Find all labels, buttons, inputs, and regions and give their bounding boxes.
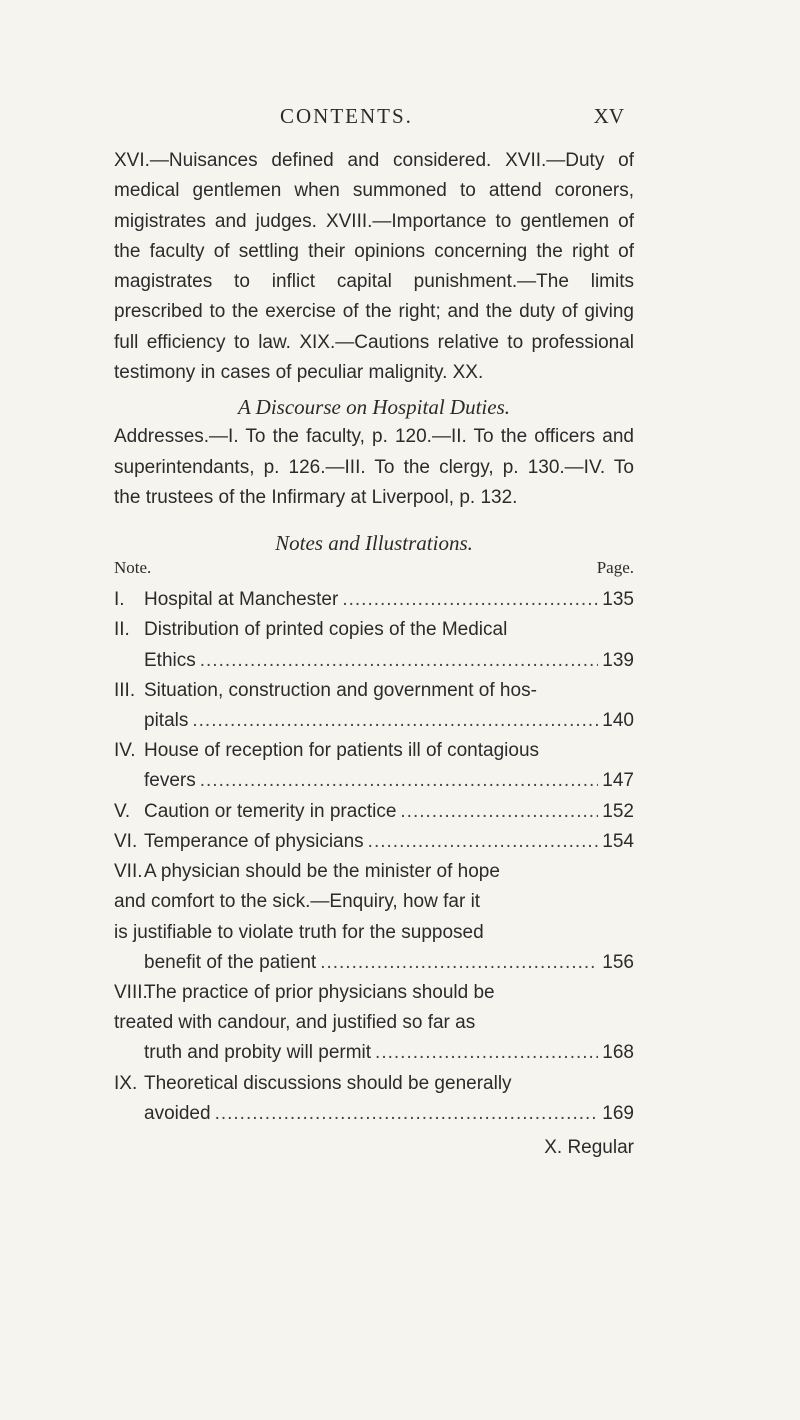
dot-leader (400, 797, 598, 827)
note-text-line: treated with candour, and justified so far as (114, 1012, 476, 1034)
note-number: V. (114, 800, 131, 822)
note-text: Distribution of printed copies of the Medical (144, 619, 508, 641)
note-entry (114, 797, 634, 827)
note-number: VIII. (114, 981, 148, 1003)
dot-leader (320, 948, 598, 978)
note-entry (114, 827, 634, 857)
note-last-line (114, 585, 634, 615)
page-number: XV (593, 104, 624, 128)
note-page-number: 147 (602, 770, 634, 792)
note-text: The practice of prior physicians should be (144, 981, 495, 1003)
note-last-line (144, 1099, 634, 1129)
note-entry (114, 736, 634, 796)
note-number: VII. (114, 861, 143, 883)
note-last-line (144, 1038, 634, 1068)
note-last-line (144, 948, 634, 978)
notes-title: Notes and Illustrations. (275, 531, 473, 556)
note-text: Theoretical discussions should be generally (144, 1072, 512, 1094)
note-title: fevers (144, 770, 196, 792)
note-text: Situation, construction and government of hos- (144, 679, 537, 701)
note-title: Temperance of physicians (144, 830, 364, 852)
note-column-header: Note. (114, 558, 152, 578)
intro-paragraph: XVI.—Nuisances defined and considered. XVII.—Duty of medical gentlemen when summoned to attend coroners, migistrates and judges. XVIII.—Importance to gentlemen of the faculty of settling their opinions concerning the right of magistrates to inflict capital punishment.—The limits prescribed to the exercise of the right; and the duty of giving full efficiency to law. XIX.—Cautions relative to professional testimony in cases of peculiar malignity. XX. (114, 150, 634, 384)
note-page-number: 152 (602, 800, 634, 822)
note-text-line: is justifiable to violate truth for the supposed (114, 921, 484, 943)
dot-leader (342, 585, 598, 615)
dot-leader (375, 1038, 598, 1068)
note-last-line (144, 646, 634, 676)
note-page-number: 140 (602, 710, 634, 732)
page-column-header: Page. (596, 558, 634, 578)
note-number: IV. (114, 740, 136, 762)
notes-column-headers (114, 557, 634, 579)
note-title: avoided (144, 1102, 211, 1124)
note-title: Hospital at Manchester (144, 589, 339, 611)
note-entry (114, 857, 634, 978)
note-page-number: 169 (602, 1102, 634, 1124)
note-last-line (144, 766, 634, 796)
note-last-line (114, 797, 634, 827)
note-page-number: 135 (602, 589, 634, 611)
note-page-number: 139 (602, 649, 634, 671)
note-text: A physician should be the minister of hope (144, 861, 500, 883)
note-number: I. (114, 589, 125, 611)
catchword: X. Regular (544, 1136, 634, 1158)
note-text-line (114, 857, 634, 887)
note-page-number: 168 (602, 1042, 634, 1064)
note-entry (114, 978, 634, 1069)
note-text-line: and comfort to the sick.—Enquiry, how far it (114, 891, 481, 913)
note-title: Caution or temerity in practice (144, 800, 397, 822)
discourse-text: Addresses.—I. To the faculty, p. 120.—II. To the officers and superintendants, p. 126.—III. To the clergy, p. 130.—IV. To the trustees of the Infirmary at Liverpool, p. 132. (114, 426, 634, 508)
note-title: Ethics (144, 649, 196, 671)
note-title: truth and probity will permit (144, 1042, 372, 1064)
dot-leader (215, 1099, 599, 1129)
note-entry (114, 615, 634, 675)
note-text-line (114, 736, 634, 766)
note-entry (114, 585, 634, 615)
note-last-line (114, 827, 634, 857)
note-text-line (114, 615, 634, 645)
note-page-number: 156 (602, 951, 634, 973)
note-title: benefit of the patient (144, 951, 317, 973)
dot-leader (200, 766, 599, 796)
dot-leader (200, 646, 599, 676)
note-number: VI. (114, 830, 138, 852)
note-last-line (144, 706, 634, 736)
note-number: IX. (114, 1072, 138, 1094)
note-number: II. (114, 619, 130, 641)
note-entry (114, 676, 634, 736)
note-text-line (114, 978, 634, 1008)
page-header (0, 104, 800, 134)
discourse-title: A Discourse on Hospital Duties. (237, 395, 511, 420)
note-entry (114, 1069, 634, 1129)
note-text-line (114, 676, 634, 706)
note-number: III. (114, 679, 136, 701)
running-head: CONTENTS. (280, 104, 413, 128)
note-title: pitals (144, 710, 189, 732)
note-page-number: 154 (602, 830, 634, 852)
page-content (114, 146, 634, 1163)
note-text-line (114, 1069, 634, 1099)
dot-leader (368, 827, 599, 857)
note-text: House of reception for patients ill of contagious (144, 740, 540, 762)
notes-list (114, 585, 634, 1129)
dot-leader (192, 706, 598, 736)
